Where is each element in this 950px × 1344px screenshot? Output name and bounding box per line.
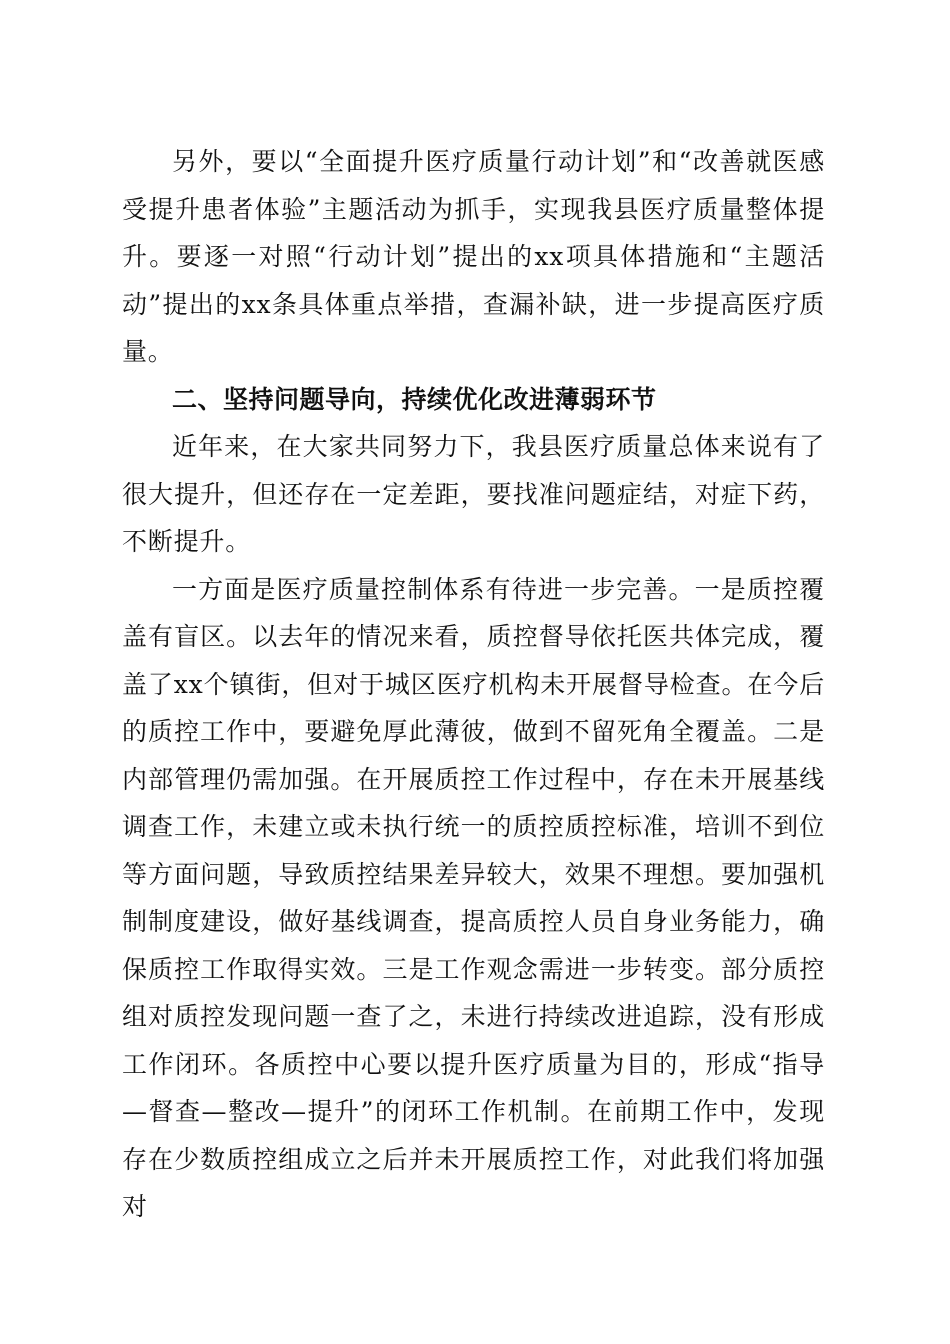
paragraph-quality-control-system: 一方面是医疗质量控制体系有待进一步完善。一是质控覆盖有盲区。以去年的情况来看，质控督导依托医共体完成，覆盖了xx个镇街，但对于城区医疗机构未开展督导检查。在今后的质控工作中，要避免厚此薄彼，做到不留死角全覆盖。二是内部管理仍需加强。在开展质控工作过程中，存在未开展基线调查工作，未建立或未执行统一的质控质控标准，培训不到位等方面问题，导致质控结果差异较大，效果不理想。要加强机制制度建设，做好基线调查，提高质控人员自身业务能力，确保质控工作取得实效。三是工作观念需进一步转变。部分质控组对质控发现问题一查了之，未进行持续改进追踪，没有形成工作闭环。各质控中心要以提升医疗质量为目的，形成“指导—督查—整改—提升”的闭环工作机制。在前期工作中，发现存在少数质控组成立之后并未开展质控工作，对此我们将加强对: [122, 574, 825, 1221]
section-heading-problem-oriented: 二、坚持问题导向，持续优化改进薄弱环节: [172, 384, 657, 414]
document-body: [122, 138, 825, 1231]
paragraph-action-plan: 另外，要以“全面提升医疗质量行动计划”和“改善就医感受提升患者体验”主题活动为抓手，实现我县医疗质量整体提升。要逐一对照“行动计划”提出的xx项具体措施和“主题活动”提出的xx条具体重点举措，查漏补缺，进一步提高医疗质量。: [122, 147, 825, 366]
paragraph-recent-years: 近年来，在大家共同努力下，我县医疗质量总体来说有了很大提升，但还存在一定差距，要找准问题症结，对症下药，不断提升。: [122, 432, 825, 556]
